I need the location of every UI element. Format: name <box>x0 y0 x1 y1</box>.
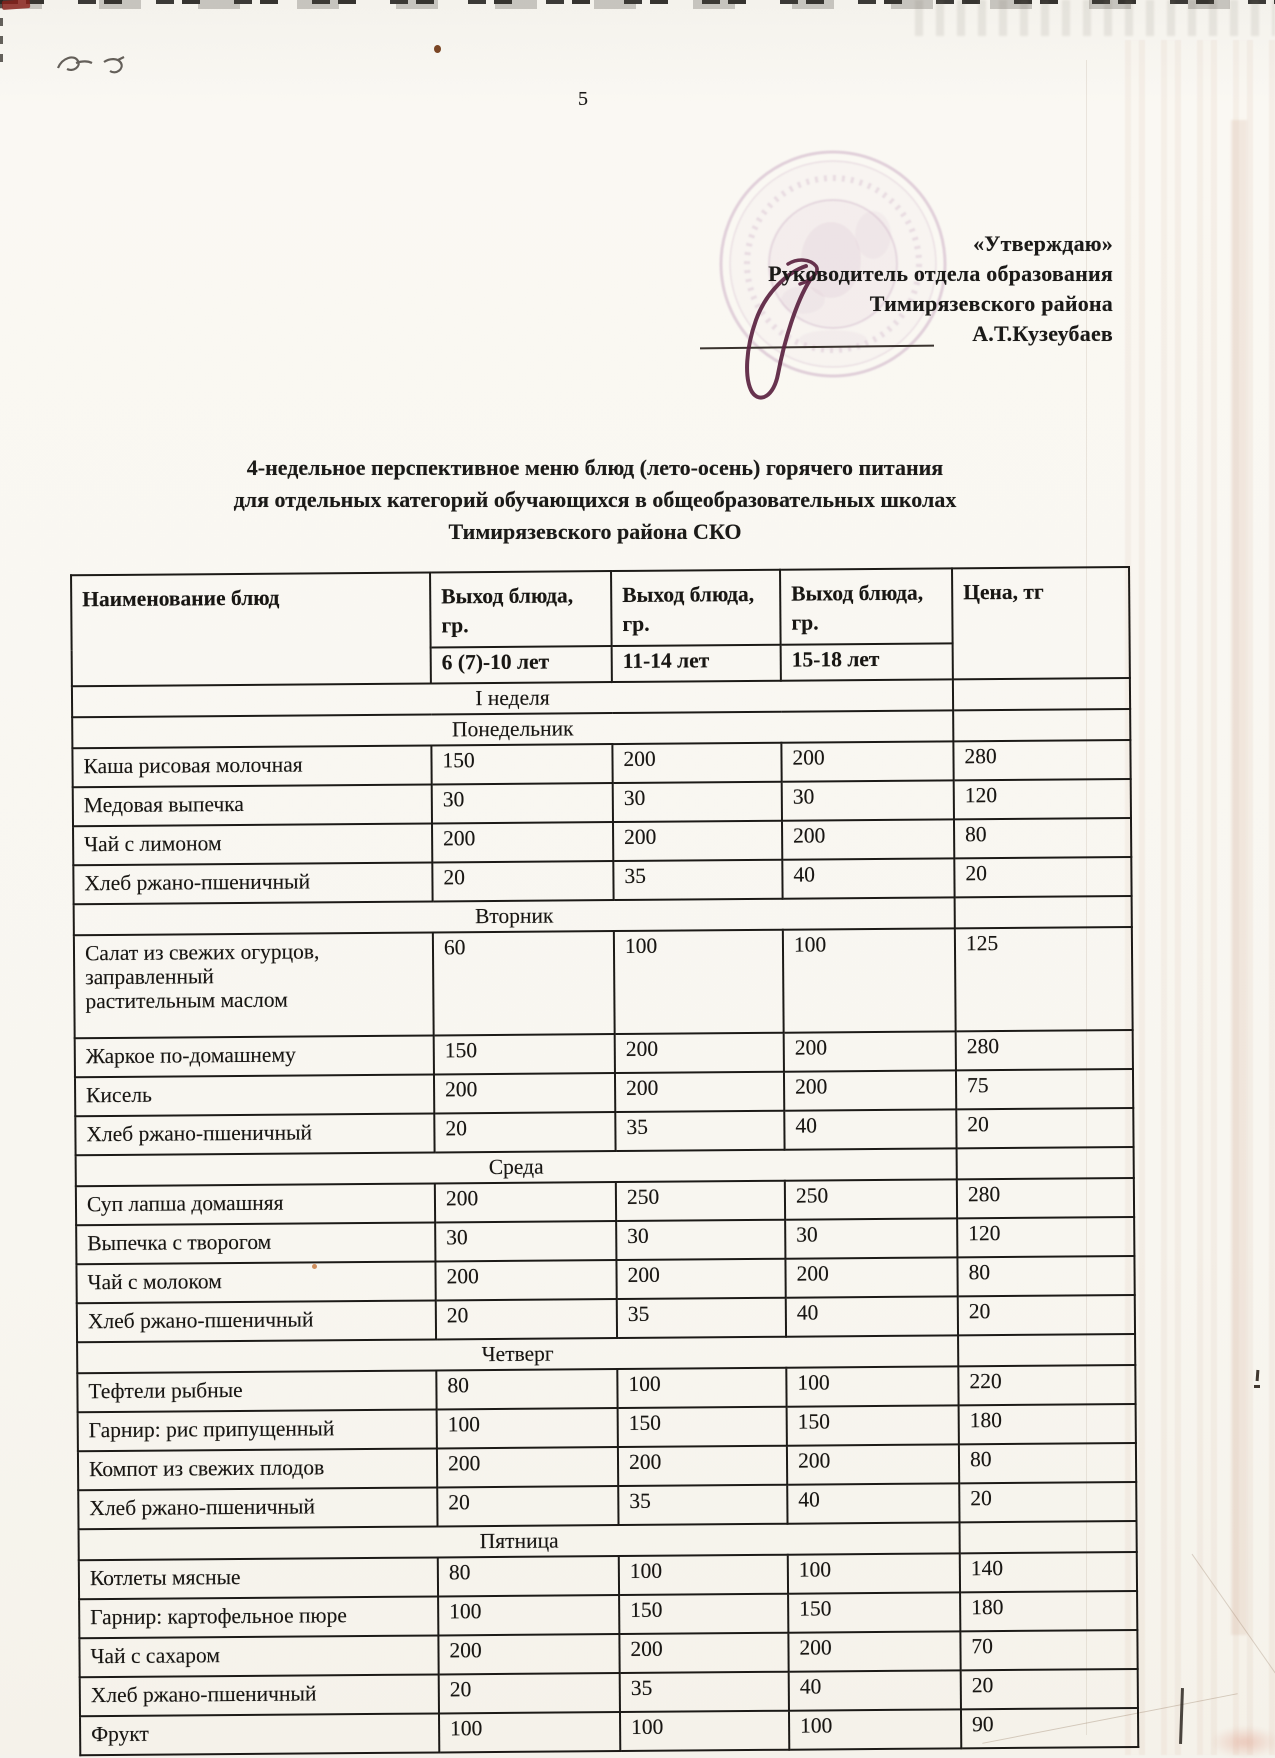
dish-name-cell: Каша рисовая молочная <box>72 745 431 787</box>
price-cell: 180 <box>960 1591 1137 1631</box>
header-age-group-1: 11-14 лет <box>612 645 781 682</box>
header-portion-2: Выход блюда, гр. <box>780 568 953 644</box>
portion-cell-0: 20 <box>439 1673 620 1713</box>
portion-cell-2: 40 <box>786 1296 958 1336</box>
portion-cell-2: 200 <box>784 1031 956 1071</box>
portion-cell-1: 200 <box>619 1633 788 1673</box>
day-label: Вторник <box>74 897 955 935</box>
dish-name-cell: Жаркое по-домашнему <box>75 1035 434 1077</box>
document-title <box>90 452 1100 548</box>
dish-name-cell: Салат из свежих огурцов, заправленный растительным маслом <box>74 932 434 1038</box>
day-price-empty-cell <box>960 1521 1137 1553</box>
portion-cell-0: 20 <box>436 1299 617 1339</box>
portion-cell-1: 250 <box>616 1181 785 1221</box>
price-cell: 20 <box>956 1108 1133 1148</box>
scan-right-streak-strong <box>1231 120 1247 1635</box>
dish-name-cell: Котлеты мясные <box>79 1557 438 1599</box>
portion-cell-0: 30 <box>435 1221 616 1261</box>
dish-name-cell: Гарнир: картофельное пюре <box>79 1596 438 1638</box>
brown-speck <box>434 45 441 53</box>
table-header-row-1 <box>71 567 1130 650</box>
portion-cell-0: 60 <box>433 931 615 1035</box>
dish-name-cell: Суп лапша домашняя <box>76 1183 435 1225</box>
portion-cell-2: 150 <box>788 1592 960 1632</box>
portion-cell-0: 200 <box>432 822 613 862</box>
price-cell: 20 <box>961 1669 1138 1709</box>
portion-cell-1: 200 <box>612 743 781 783</box>
price-cell: 120 <box>954 779 1131 819</box>
header-price: Цена, тг <box>952 567 1130 679</box>
portion-cell-2: 40 <box>782 858 954 898</box>
dish-name-cell: Медовая выпечка <box>73 784 432 826</box>
portion-cell-2: 200 <box>784 1070 956 1110</box>
pen-scribble-marks <box>52 48 148 82</box>
portion-cell-2: 30 <box>785 1218 957 1258</box>
price-cell: 280 <box>957 1178 1134 1218</box>
portion-cell-2: 100 <box>786 1366 958 1406</box>
day-price-empty-cell <box>958 1334 1135 1366</box>
portion-cell-0: 200 <box>438 1634 619 1674</box>
dish-name-cell: Фрукт <box>80 1713 439 1755</box>
page-number: 5 <box>578 88 588 110</box>
portion-cell-0: 150 <box>431 744 612 784</box>
dish-name-cell: Хлеб ржано-пшеничный <box>80 1674 439 1716</box>
dish-name-cell: Хлеб ржано-пшеничный <box>77 1300 436 1342</box>
portion-cell-1: 200 <box>615 1072 784 1112</box>
dish-row <box>80 1708 1138 1755</box>
portion-cell-0: 150 <box>434 1034 615 1074</box>
dish-name-cell: Компот из свежих плодов <box>78 1448 437 1490</box>
price-cell: 280 <box>953 740 1130 780</box>
title-line-3: Тимирязевского района СКО <box>448 519 742 544</box>
portion-cell-1: 35 <box>618 1485 787 1525</box>
portion-cell-0: 200 <box>437 1447 618 1487</box>
portion-cell-1: 100 <box>617 1368 786 1408</box>
day-price-empty-cell <box>953 709 1130 741</box>
ink-mark-right-dot <box>1254 1385 1260 1388</box>
dish-row <box>74 927 1133 1038</box>
portion-cell-2: 100 <box>783 928 956 1032</box>
portion-cell-2: 200 <box>788 1631 960 1671</box>
day-label: Четверг <box>77 1335 958 1373</box>
portion-cell-0: 20 <box>434 1112 615 1152</box>
portion-cell-0: 20 <box>432 861 613 901</box>
portion-cell-2: 200 <box>787 1444 959 1484</box>
portion-cell-2: 40 <box>789 1670 961 1710</box>
dish-name-cell: Чай с лимоном <box>73 823 432 865</box>
portion-cell-2: 40 <box>787 1483 959 1523</box>
header-portion-0: Выход блюда, гр. <box>430 571 612 647</box>
portion-cell-0: 100 <box>437 1408 618 1448</box>
portion-cell-0: 200 <box>435 1182 616 1222</box>
dish-name-cell: Выпечка с творогом <box>76 1222 435 1264</box>
day-label: Среда <box>76 1148 957 1186</box>
portion-cell-1: 35 <box>617 1298 786 1338</box>
day-price-empty-cell <box>957 1147 1134 1179</box>
portion-cell-1: 200 <box>615 1033 784 1073</box>
portion-cell-1: 35 <box>620 1672 789 1712</box>
price-cell: 90 <box>961 1708 1138 1748</box>
price-cell: 280 <box>956 1030 1133 1070</box>
portion-cell-1: 100 <box>620 1711 789 1751</box>
price-cell: 20 <box>958 1295 1135 1335</box>
portion-cell-1: 150 <box>618 1407 787 1447</box>
portion-cell-2: 30 <box>782 780 954 820</box>
portion-cell-1: 200 <box>613 821 782 861</box>
portion-cell-2: 100 <box>789 1709 961 1749</box>
portion-cell-2: 200 <box>781 741 953 781</box>
dish-name-cell: Хлеб ржано-пшеничный <box>78 1487 437 1529</box>
approval-line-position: Руководитель отдела образования <box>768 261 1113 286</box>
pink-smudge <box>1210 1726 1275 1758</box>
portion-cell-1: 100 <box>619 1555 788 1595</box>
portion-cell-1: 200 <box>618 1446 787 1486</box>
day-price-empty-cell <box>955 896 1132 928</box>
dish-name-cell: Чай с сахаром <box>79 1635 438 1677</box>
portion-cell-2: 150 <box>787 1405 959 1445</box>
header-dish-name: Наименование блюд <box>71 572 431 686</box>
price-cell: 20 <box>954 857 1131 897</box>
day-label: Понедельник <box>72 710 953 748</box>
dish-name-cell: Гарнир: рис припущенный <box>78 1409 437 1451</box>
portion-cell-2: 250 <box>785 1179 957 1219</box>
week-price-empty-cell <box>953 678 1130 710</box>
title-line-2: для отдельных категорий обучающихся в общеобразовательных школах <box>233 487 957 512</box>
price-cell: 75 <box>956 1069 1133 1109</box>
scan-edge-left-dashes <box>0 0 3 72</box>
dish-name-cell: Тефтели рыбные <box>77 1370 436 1412</box>
scan-right-streaks <box>1125 40 1275 1755</box>
approval-block <box>768 229 1113 349</box>
header-age-group-2: 15-18 лет <box>781 643 953 680</box>
approval-signatory-name: А.Т.Кузеубаев <box>972 321 1113 346</box>
portion-cell-1: 30 <box>613 782 782 822</box>
portion-cell-0: 200 <box>434 1073 615 1113</box>
dish-name-cell: Кисель <box>75 1074 434 1116</box>
title-line-1: 4-недельное перспективное меню блюд (лето-осень) горячего питания <box>246 455 944 480</box>
portion-cell-0: 200 <box>435 1260 616 1300</box>
menu-table <box>70 566 1139 1756</box>
price-cell: 20 <box>959 1482 1136 1522</box>
portion-cell-0: 20 <box>437 1486 618 1526</box>
portion-cell-2: 40 <box>784 1109 956 1149</box>
portion-cell-1: 200 <box>616 1259 785 1299</box>
portion-cell-0: 30 <box>432 783 613 823</box>
portion-cell-0: 80 <box>438 1556 619 1596</box>
portion-cell-1: 30 <box>616 1220 785 1260</box>
dish-name-cell: Хлеб ржано-пшеничный <box>73 862 432 904</box>
portion-cell-2: 200 <box>782 819 954 859</box>
approval-line-district: Тимирязевского района <box>869 291 1113 316</box>
price-cell: 125 <box>955 927 1133 1031</box>
header-portion-1: Выход блюда, гр. <box>611 570 781 646</box>
portion-cell-1: 35 <box>613 860 782 900</box>
portion-cell-2: 200 <box>785 1257 957 1297</box>
portion-cell-0: 100 <box>438 1595 619 1635</box>
price-cell: 220 <box>958 1365 1135 1405</box>
portion-cell-1: 100 <box>614 930 784 1034</box>
dish-name-cell: Чай с молоком <box>76 1261 435 1303</box>
day-label: Пятница <box>79 1522 960 1560</box>
portion-cell-0: 100 <box>439 1712 620 1752</box>
dish-name-cell: Хлеб ржано-пшеничный <box>75 1113 434 1155</box>
approval-line-approve: «Утверждаю» <box>973 231 1113 256</box>
portion-cell-0: 80 <box>436 1369 617 1409</box>
price-cell: 80 <box>959 1443 1136 1483</box>
price-cell: 80 <box>954 818 1131 858</box>
portion-cell-2: 100 <box>788 1553 960 1593</box>
portion-cell-1: 150 <box>619 1594 788 1634</box>
price-cell: 180 <box>959 1404 1136 1444</box>
scan-edge-top-haze <box>915 0 1275 36</box>
menu-table-container <box>70 566 1137 1756</box>
portion-cell-1: 35 <box>615 1111 784 1151</box>
header-age-group-0: 6 (7)-10 лет <box>431 646 612 683</box>
price-cell: 80 <box>957 1256 1134 1296</box>
price-cell: 140 <box>960 1552 1137 1592</box>
price-cell: 120 <box>957 1217 1134 1257</box>
price-cell: 70 <box>960 1630 1137 1670</box>
week-label: I неделя <box>72 679 953 717</box>
